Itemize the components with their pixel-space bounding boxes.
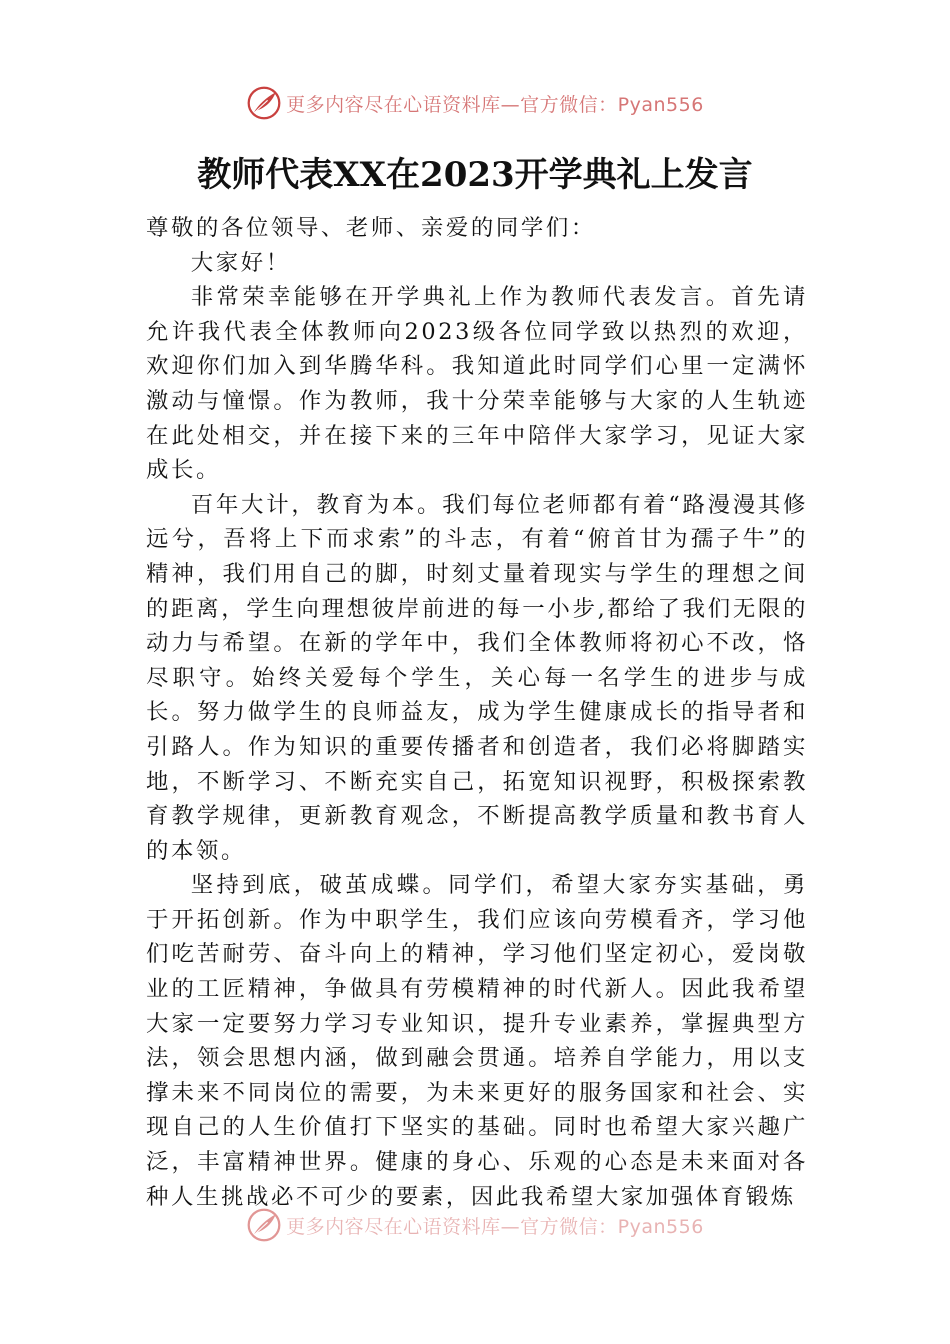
watermark-text: 更多内容尽在心语资料库—官方微信：Pyan556 xyxy=(286,1215,704,1238)
feather-logo-icon xyxy=(246,85,282,121)
paragraph-students: 坚持到底，破茧成蝶。同学们，希望大家夯实基础，勇于开拓创新。作为中职学生，我们应该向劳模看齐，学习他们吃苦耐劳、奋斗向上的精神，学习他们坚定初心，爱岗敬业的工匠精神，争做具有劳模精神的时代新人。因此我希望大家一定要努力学习专业知识，提升专业素养，掌握典型方法，领会思想内涵，做到融会贯通。培养自学能力，用以支撑未来不同岗位的需要，为未来更好的服务国家和社会、实现自己的人生价值打下坚实的基础。同时也希望大家兴趣广泛，丰富精神世界。健康的身心、乐观的心态是未来面对各种人生挑战必不可少的要素，因此我希望大家加强体育锻炼 xyxy=(146,872,808,1210)
feather-logo-icon xyxy=(246,1207,282,1243)
salutation: 尊敬的各位领导、老师、亲爱的同学们： xyxy=(146,215,596,241)
footer-watermark xyxy=(0,1206,950,1244)
document-title: 教师代表XX在2023开学典礼上发言 xyxy=(197,155,753,195)
greeting: 大家好！ xyxy=(190,249,291,276)
watermark-text: 更多内容尽在心语资料库—官方微信：Pyan556 xyxy=(286,93,704,116)
paragraph-teachers: 百年大计，教育为本。我们每位老师都有着“路漫漫其修远兮，吾将上下而求索”的斗志，有着“俯首甘为孺子牛”的精神，我们用自己的脚，时刻丈量着现实与学生的理想之间的距离，学生向理想彼岸前进的每一小步,都给了我们无限的动力与希望。在新的学年中，我们全体教师将初心不改，恪尽职守。始终关爱每个学生，关心每一名学生的进步与成长。努力做学生的良师益友，成为学生健康成长的指导者和引路人。作为知识的重要传播者和创造者，我们必将脚踏实地，不断学习、不断充实自己，拓宽知识视野，积极探索教育教学规律，更新教育观念，不断提高教学质量和教书育人的本领。 xyxy=(146,491,808,864)
document-body xyxy=(146,211,808,1214)
paragraph-welcome: 非常荣幸能够在开学典礼上作为教师代表发言。首先请允许我代表全体教师向2023级各位同学致以热烈的欢迎，欢迎你们加入到华腾华科。我知道此时同学们心里一定满怀激动与憧憬。作为教师，我十分荣幸能够与大家的人生轨迹在此处相交，并在接下来的三年中陪伴大家学习，见证大家成长。 xyxy=(146,284,808,484)
header-watermark xyxy=(0,84,950,122)
